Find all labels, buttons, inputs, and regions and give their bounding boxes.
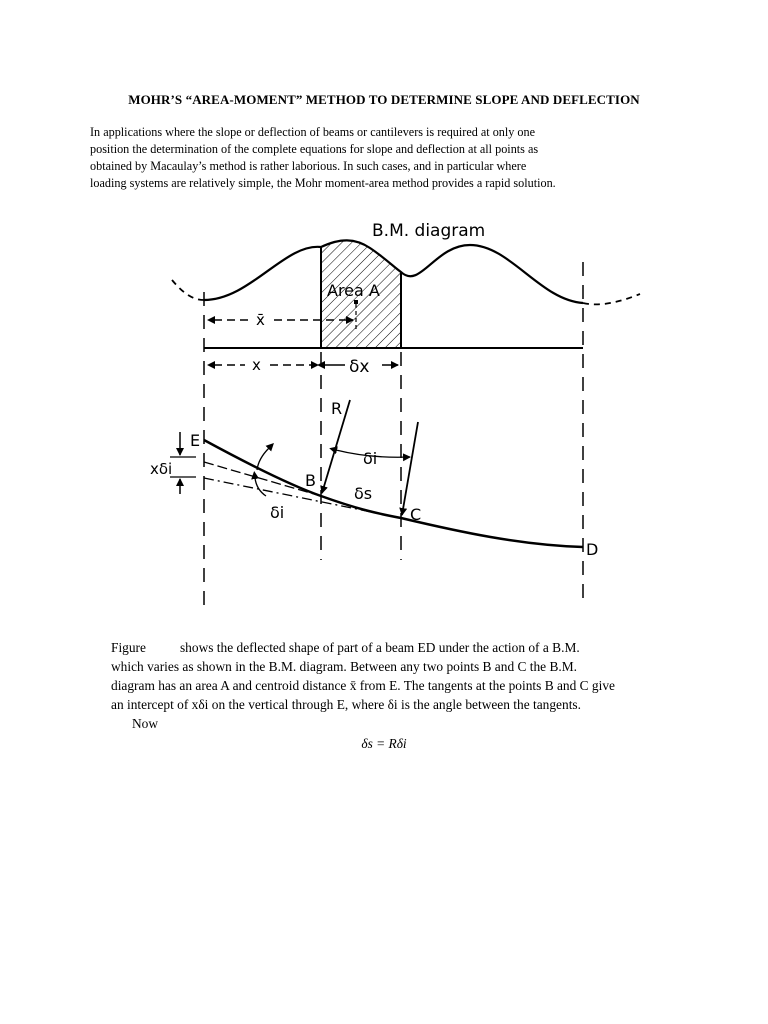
caption-line: which varies as shown in the B.M. diagram. Between any two points B and C the B.M. [111, 659, 578, 674]
bm-diagram-title: B.M. diagram [372, 221, 486, 241]
figure-caption [111, 638, 671, 733]
deflected-beam [204, 440, 583, 547]
bm-curve-left-dashed [172, 280, 204, 300]
point-c-label: C [410, 505, 422, 524]
x-delta-i-label: xδi [150, 460, 173, 478]
radius-to-c [402, 422, 418, 515]
point-e-label: E [190, 431, 201, 450]
bm-curve-right-dashed [583, 294, 640, 304]
beam-deflection-figure [0, 200, 768, 620]
delta-i-label-top: δi [363, 449, 378, 468]
intro-line: position the determination of the complete equations for slope and deflection at all points as [90, 142, 539, 156]
ds-label: δs [354, 484, 373, 503]
intro-line: obtained by Macaulay’s method is rather laborious. In such cases, and in particular where [90, 159, 527, 173]
centroid-dot [354, 300, 358, 304]
caption-line: diagram has an area A and centroid distance x̄ from E. The tangents at the points B and C give [111, 678, 615, 693]
angle-arc-tangents [257, 448, 269, 470]
angle-arc-tangents-lower [255, 478, 266, 496]
intro-line: loading systems are relatively simple, the Mohr moment-area method provides a rapid solution. [90, 176, 556, 190]
point-d-label: D [586, 540, 599, 559]
page-title: MOHR’S “AREA-MOMENT” METHOD TO DETERMINE SLOPE AND DEFLECTION [128, 92, 640, 107]
intro-line: In applications where the slope or deflection of beams or cantilevers is required at only one [90, 125, 536, 139]
intro-paragraph [90, 124, 610, 192]
caption-line: an intercept of xδi on the vertical through E, where δi is the angle between the tangents. [111, 697, 581, 712]
dx-label: δx [349, 357, 370, 377]
tangent-at-b [204, 462, 321, 496]
area-a-label: Area A [327, 281, 380, 300]
r-label: R [331, 399, 343, 418]
caption-figure-ref: Figure [111, 640, 146, 655]
point-b-label: B [305, 471, 316, 490]
equation: δs = Rδi [361, 736, 407, 751]
caption-line: Now [132, 716, 159, 731]
xbar-label: x̄ [256, 311, 265, 329]
delta-i-label-bottom: δi [270, 503, 285, 522]
x-label: x [252, 356, 261, 374]
caption-line: shows the deflected shape of part of a beam ED under the action of a B.M. [179, 640, 580, 655]
